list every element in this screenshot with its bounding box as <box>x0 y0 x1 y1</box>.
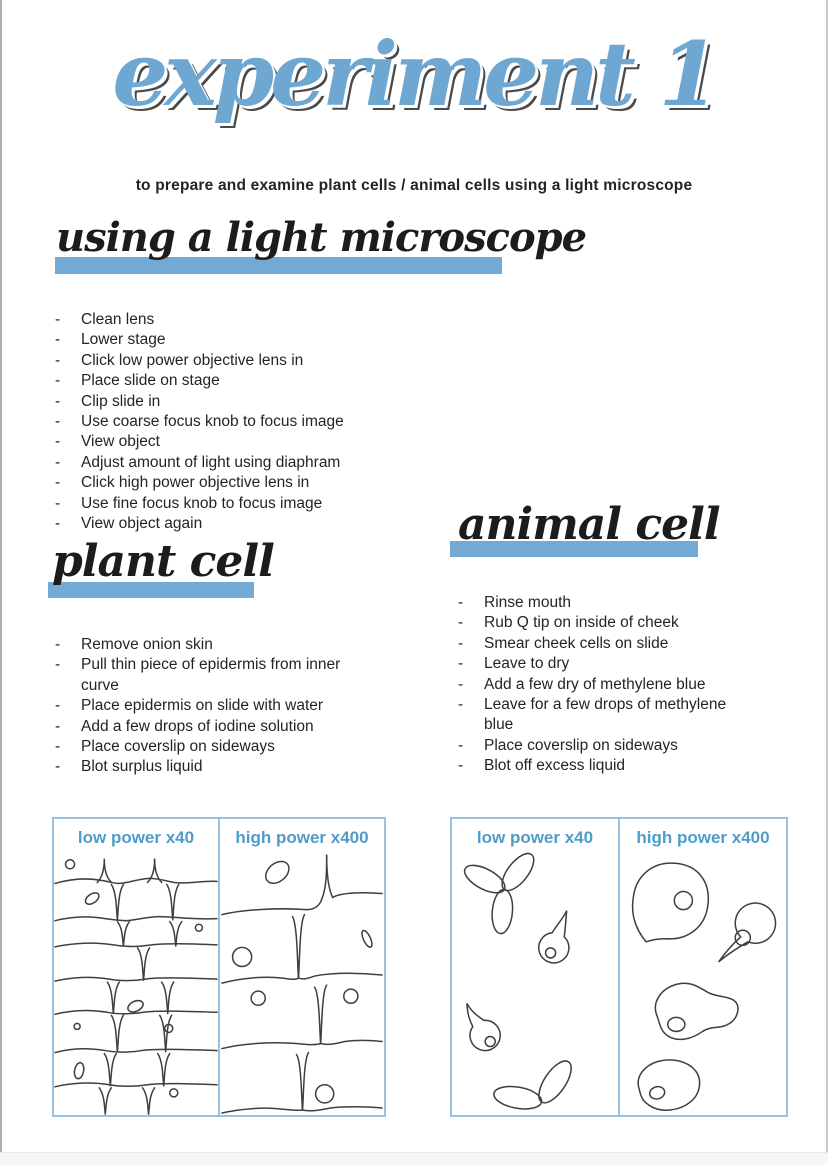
list-item <box>455 654 747 674</box>
list-item <box>52 737 354 757</box>
animal-section-heading: animal cell <box>458 499 720 550</box>
bullet-dash: - <box>55 331 61 349</box>
animal-low-power-label: low power x40 <box>476 828 594 847</box>
list-item-text: View object <box>81 433 160 451</box>
bullet-dash: - <box>55 474 61 492</box>
list-item-text: Place coverslip on sideways <box>81 738 275 756</box>
teardrop-cell <box>467 1003 500 1050</box>
list-item <box>52 412 422 432</box>
bullet-dash: - <box>55 515 61 533</box>
bullet-dash: - <box>55 758 61 776</box>
plant-cell-nuclei <box>233 857 374 1103</box>
bullet-dash: - <box>458 736 464 754</box>
bullet-dash: - <box>458 675 464 693</box>
list-item-text: Add a few dry of methylene blue <box>484 675 706 693</box>
plant-section-heading: plant cell <box>52 536 274 587</box>
list-item-text: Leave for a few drops of methylene blue <box>484 696 727 734</box>
cell-cluster-wing <box>492 1056 577 1112</box>
list-item <box>455 756 747 776</box>
list-item-text: Adjust amount of light using diaphram <box>81 453 341 471</box>
list-item-text: Click low power objective lens in <box>81 351 304 369</box>
list-item-text: Blot off excess liquid <box>484 757 626 775</box>
list-item <box>52 351 422 371</box>
plant-cell-walls <box>222 855 382 1113</box>
list-item-text: Remove onion skin <box>81 636 213 653</box>
bullet-dash: - <box>55 311 61 328</box>
bullet-dash: - <box>458 594 464 611</box>
plant-cells-high-power-drawing <box>220 819 384 1115</box>
animal-steps-list <box>455 593 747 777</box>
bullet-dash: - <box>55 697 61 715</box>
plant-low-power-panel <box>54 819 218 1115</box>
animal-cells-low-power-drawing <box>452 819 618 1115</box>
list-item <box>52 371 422 391</box>
list-item-text: Pull thin piece of epidermis from inner curve <box>81 656 341 694</box>
blob-cell <box>655 983 738 1039</box>
list-item <box>52 514 422 534</box>
animal-low-power-panel <box>452 819 618 1115</box>
plant-cell-walls <box>55 859 217 1114</box>
plant-steps-list <box>52 635 354 778</box>
bullet-dash: - <box>458 757 464 775</box>
list-item-text: Leave to dry <box>484 655 570 673</box>
list-item-text: Blot surplus liquid <box>81 758 203 776</box>
list-item <box>52 717 354 737</box>
list-item-text: View object again <box>81 515 203 533</box>
list-item-text: Place slide on stage <box>81 372 220 390</box>
plant-low-power-label: low power x40 <box>77 828 195 847</box>
list-item-text: Place epidermis on slide with water <box>81 697 324 715</box>
bullet-dash: - <box>458 614 464 632</box>
blob-cell <box>638 1060 699 1110</box>
list-item <box>455 675 747 695</box>
animal-cell-diagram-box <box>450 817 788 1117</box>
list-item-text: Clip slide in <box>81 392 161 410</box>
animal-high-power-panel <box>618 819 786 1115</box>
page-subtitle: to prepare and examine plant cells / animal cells using a light microscope <box>135 177 693 194</box>
list-item <box>52 432 422 452</box>
bullet-dash: - <box>55 351 61 369</box>
list-item-text: Add a few drops of iodine solution <box>81 717 314 735</box>
cell-cluster-clover <box>460 848 539 934</box>
bullet-dash: - <box>55 433 61 451</box>
plant-cells-low-power-drawing <box>54 819 218 1115</box>
plant-cell-diagram-box <box>52 817 386 1117</box>
list-item <box>52 392 422 412</box>
list-item <box>455 695 747 736</box>
microscope-steps-list <box>52 310 422 534</box>
bullet-dash: - <box>458 696 464 714</box>
list-item <box>52 453 422 473</box>
animal-high-power-label: high power x400 <box>636 828 770 847</box>
teardrop-cell <box>719 903 776 962</box>
bullet-dash: - <box>55 494 61 512</box>
bullet-dash: - <box>55 453 61 471</box>
plant-high-power-label: high power x400 <box>235 828 369 847</box>
list-item <box>52 655 354 696</box>
animal-cells-high-power-drawing <box>620 819 786 1115</box>
list-item <box>52 494 422 514</box>
bullet-dash: - <box>55 372 61 390</box>
bullet-dash: - <box>55 392 61 410</box>
list-item-text: Rinse mouth <box>484 594 572 611</box>
bullet-dash: - <box>458 655 464 673</box>
list-item-text: Clean lens <box>81 311 155 328</box>
list-item <box>52 310 422 330</box>
bullet-dash: - <box>55 656 61 674</box>
list-item <box>455 613 747 633</box>
list-item <box>52 696 354 716</box>
list-item-text: Lower stage <box>81 331 166 349</box>
list-item <box>455 736 747 756</box>
page-left-edge <box>0 0 2 1165</box>
list-item-text: Use coarse focus knob to focus image <box>81 413 344 431</box>
list-item-text: Rub Q tip on inside of cheek <box>484 614 679 632</box>
teardrop-cell <box>539 911 569 963</box>
list-item-text: Smear cheek cells on slide <box>484 634 669 652</box>
microscope-section-heading: using a light microscope <box>56 214 587 261</box>
list-item <box>52 330 422 350</box>
list-item-text: Click high power objective lens in <box>81 474 310 492</box>
list-item <box>52 635 354 655</box>
list-item <box>52 757 354 777</box>
list-item-text: Place coverslip on sideways <box>484 736 678 754</box>
comma-cell <box>633 863 709 942</box>
list-item-text: Use fine focus knob to focus image <box>81 494 323 512</box>
bullet-dash: - <box>458 634 464 652</box>
bullet-dash: - <box>55 636 61 653</box>
bullet-dash: - <box>55 738 61 756</box>
list-item <box>52 473 422 493</box>
plant-high-power-panel <box>218 819 384 1115</box>
list-item <box>455 634 747 654</box>
page-title: experiment 1 <box>112 22 716 126</box>
bullet-dash: - <box>55 413 61 431</box>
list-item <box>455 593 747 613</box>
bullet-dash: - <box>55 717 61 735</box>
page-bottom-edge <box>0 1152 828 1165</box>
